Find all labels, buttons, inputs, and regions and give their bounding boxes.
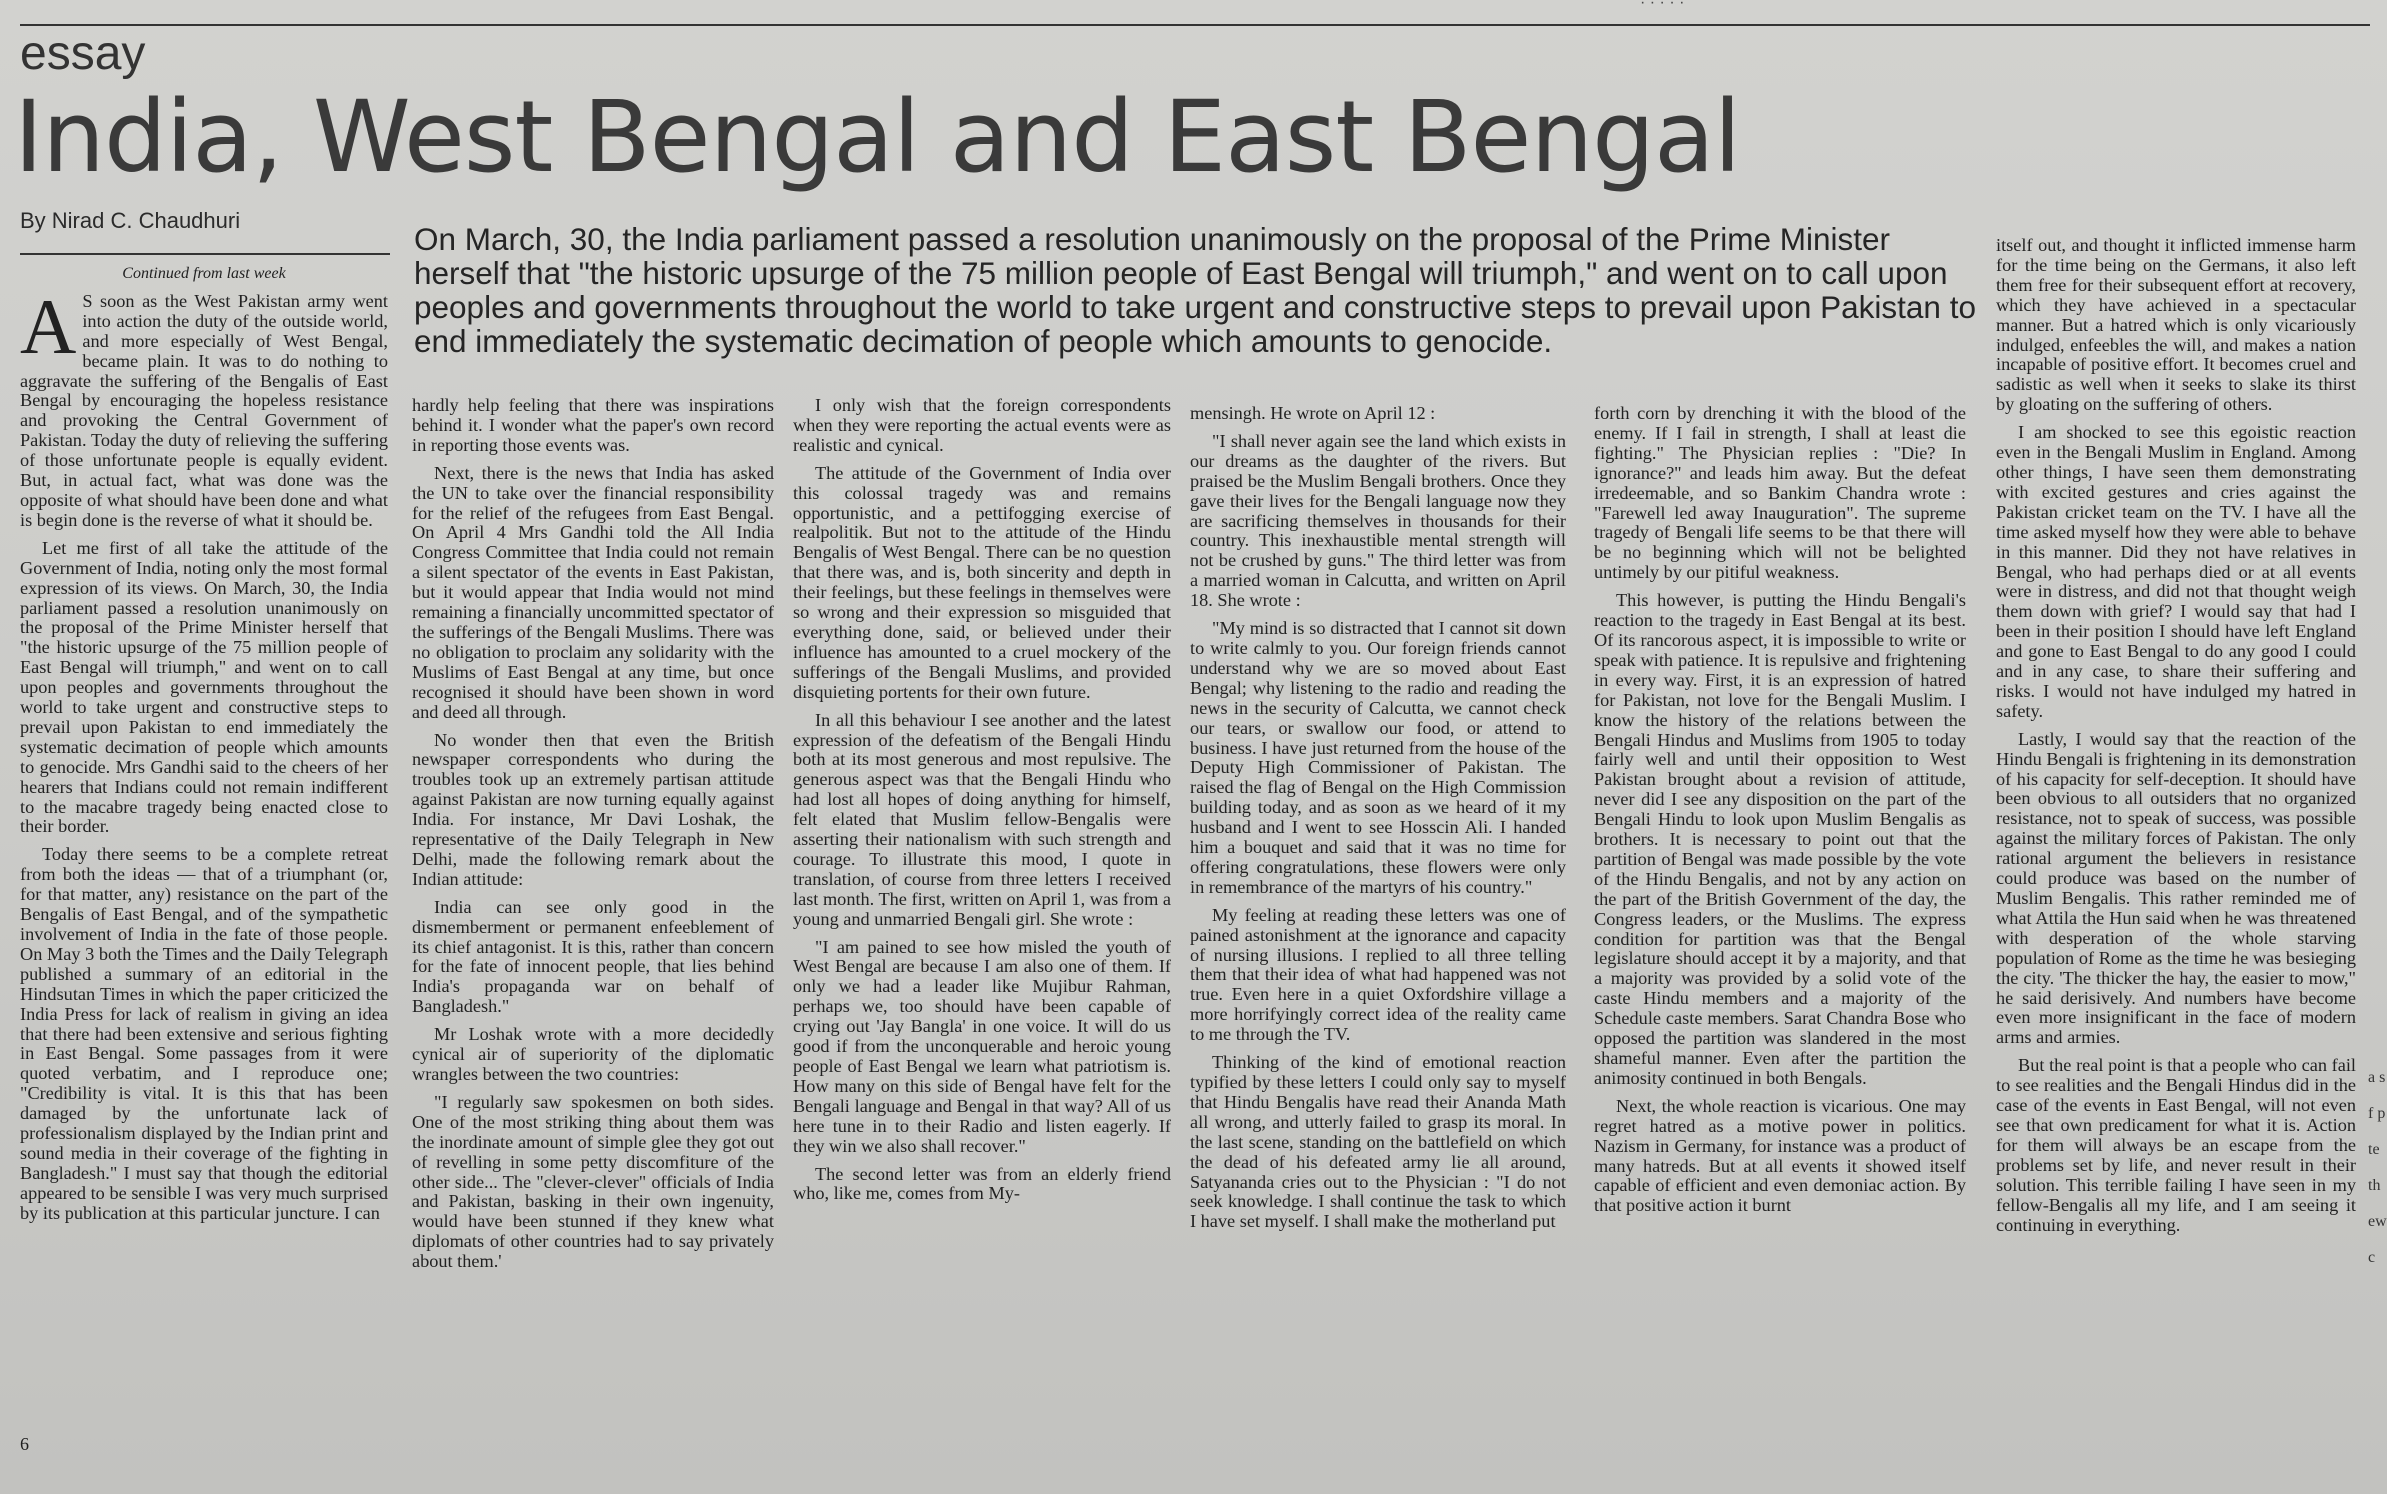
quote-paragraph: "I am pained to see how misled the youth of West Bengal are because I am also one of them. If only we had a leader like Mujibur Rahman, perhaps we, too should have been capable of crying out 'Jay Bangla' in one voice. It will do us good if from the unconquerable and heroic young people of East Bengal we learn what patriotism is. How many on this side of Bengal have felt for the Bengali language and Bengal in that way? All of us here tune in to their Radio and listen eagerly. If they win we also shall recover." [793,936,1171,1156]
standfirst: On March, 30, the India parliament passed a resolution unanimously on the proposal of the Prime Minister herself that "the historic upsurge of the 75 million people of East Bengal will triumph," and went on to call upon peoples and governments throughout the world to take urgent and constructive steps to prevail upon Pakistan to end immediately the systematic decimation of people which amounts to genocide. [414,221,1976,360]
drop-cap: A [20,282,77,370]
paragraph: The second letter was from an elderly friend who, like me, comes from My- [793,1163,1171,1204]
quote-paragraph: India can see only good in the dismemberment or permanent enfeeblement of its chief antagonist. It is this, rather than concern for the fate of innocent people, that lies behind India's propaganda war on behalf of Bangladesh." [412,896,774,1017]
paragraph: Next, the whole reaction is vicarious. One may regret hatred as a motive power in politics. Nazism in Germany, for instance was a product of many hatreds. But at all events it showed itself capable of efficient and even demoniac action. By that positive action it burnt [1594,1095,1966,1216]
section-label: essay [20,27,146,80]
quote-paragraph: "I regularly saw spokesmen on both sides. One of the most striking thing about them was the inordinate amount of simple glee they got out of revelling in some petty discomfiture of the other side... The "clever-clever" officials of India and Pakistan, basking in their own ingenuity, would have been stunned if they knew what diplomats of other countries had to say privately about them.' [412,1091,774,1272]
paragraph: My feeling at reading these letters was one of pained astonishment at the ignorance and capacity of nursing illusions. I replied to all three telling them that their idea of what had happened was not true. Even here in a quiet Oxfordshire village a more horrifyingly correct idea of the reality came to me through the TV. [1190,904,1566,1045]
column-1 [20,264,388,1444]
paragraph: Let me first of all take the attitude of the Government of India, noting only the most formal expression of its views. On March, 30, the India parliament passed a resolution unanimously on the proposal of the Prime Minister herself that "the historic upsurge of the 75 million people of East Bengal will triumph," and went on to call upon peoples and governments throughout the world to take urgent and constructive steps to prevail upon Pakistan to end immediately the systematic decimation of people which amounts to genocide. Mrs Gandhi said to the cheers of her hearers that Indians could not remain indifferent to the macabre tragedy being enacted close to their border. [20,537,388,837]
headline: India, West Bengal and East Bengal [14,80,1741,195]
byline: By Nirad C. Chaudhuri [20,208,241,233]
paragraph-text: S soon as the West Pakistan army went into action the duty of the outside world, and more especially of West Bengal, became plain. It was to do nothing to aggravate the suffering of the Bengalis of East Bengal by encouraging the hopeless resistance and provoking the Central Government of Pakistan. Today the duty of relieving the suffering of those unfortunate people is equally evident. But, in actual fact, what was done was the opposite of what should have been done and what is begin done is the reverse of what it should be. [20,290,388,530]
column-5 [1594,404,1966,1464]
paragraph: itself out, and thought it inflicted immense harm for the time being on the Germans, it also left them free for their subsequent effort at recovery, which they have achieved in a spectacular manner. But a hatred which is only vicariously indulged, enfeebles the will, and makes a nation incapable of positive effort. It becomes cruel and sadistic as well when it seeks to slake its thirst by gloating on the suffering of others. [1996,236,2356,415]
paragraph: Thinking of the kind of emotional reaction typified by these letters I could only say to myself that Hindu Bengalis have read their Ananda Math all wrong, and utterly failed to grasp its moral. In the last scene, standing on the battlefield on which the dead of his defeated army lie all around, Satyananda cries out to the Physician : "I do not seek knowledge. I shall continue the task to which I have set myself. I shall make the motherland put [1190,1052,1566,1232]
column-4 [1190,404,1566,1464]
paragraph: Lastly, I would say that the reaction of the Hindu Bengali is frightening in its demonstration of his capacity for self-deception. It should have been obvious to all outsiders that no organized resistance, not to speak of success, was possible against the military forces of Pakistan. The only rational argument the believers in resistance could produce was based on the number of Muslim Bengalis. This rather reminded me of what Attila the Hun said when he was threatened with desperation of the whole starving population of Rome as the time he was besieging the city. 'The thicker the hay, the easier to mow," he said derisively. And numbers have become even more insignificant in the face of modern arms and armies. [1996,728,2356,1048]
paragraph: In all this behaviour I see another and the latest expression of the defeatism of the Bengali Hindu both at its most generous and most repulsive. The generous aspect was that the Bengali Hindu who had lost all hopes of doing anything for himself, felt elated that Muslim fellow-Bengalis were asserting their nationalism with such strength and courage. To illustrate this mood, I quote in translation, of course from three letters I received last month. The first, written on April 1, was from a young and unmarried Bengali girl. She wrote : [793,709,1171,929]
paragraph: mensingh. He wrote on April 12 : [1190,404,1436,423]
quote-paragraph: "My mind is so distracted that I cannot sit down to write calmly to you. Our foreign friends cannot understand why we are so moved about East Bengal; why listening to the radio and reading the news in the security of Calcutta, we cannot check our tears, or swallow our food, or attend to business. I have just returned from the house of the Deputy High Commissioner of Pakistan. The raised the flag of Bengal on the High Commission building today, and as soon as we heard of it my husband and I went to see Hosscin Ali. I handed him a bouquet and said that it was no time for offering congratulations, these flowers were only in remembrance of the martyrs of his country." [1190,618,1566,897]
paragraph [20,282,388,531]
continued-kicker: Continued from last week [122,265,286,282]
page-number: 6 [20,1434,29,1454]
top-rule [20,24,2370,26]
paragraph: I am shocked to see this egoistic reaction even in the Bengali Muslim in England. Among other things, I have seen them demonstrating with excited gestures and cries against the Pakistan cricket team on the TV. I have all the time asked myself how they were able to behave in this manner. Did they not have relatives in Bengal, who had perhaps died or at all events were in distress, and did not that thought weigh them down with grief? I would say that had I been in their position I should have left England and gone to East Bengal to do any good I could and in any case, to share their suffering and risks. I would not have indulged my hatred in safety. [1996,422,2356,721]
paragraph: Mr Loshak wrote with a more decidedly cynical air of superiority of the diplomatic wrangles between the two countries: [412,1024,774,1084]
paragraph: forth corn by drenching it with the blood of the enemy. If I fail in strength, I shall at least die fighting." The Physician replies : "Die? In ignorance?" and leads him away. But the defeat irredeemable, and so Bankim Chandra wrote : "Farewell led away Inauguration". The supreme tragedy of Bengali life seems to be that there will be no beginning which will not be belighted untimely by our pitiful weakness. [1594,404,1966,583]
paragraph: This however, is putting the Hindu Bengali's reaction to the tragedy in East Bengal at its best. Of its rancorous aspect, it is impossible to write or speak with patience. It is repulsive and frightening in every way. First, it is an expression of hatred for Pakistan, not love for the Bengali Muslim. I know the history of the relations between the Bengali Hindus and Muslims from 1905 to today fairly well and until their opposition to West Pakistan brought about a revision of attitude, never did I see any disposition on the part of the Bengali Hindu to look upon Muslim Bengalis as brothers. It is necessary to point out that the partition of Bengal was made possible by the vote of the Hindu Bengalis, and not by any action on the part of the British Government of the day, the Congress leaders, or the Muslims. The express condition for partition was that the Bengal legislature should accept it by a majority, and that a majority was provided by a solid vote of the caste Hindu members and a majority of the Schedule caste members. Sarat Chandra Bose who opposed the partition was slandered in the most shameful manner. Even after the partition the animosity continued in both Bengals. [1594,590,1966,1088]
paragraph: hardly help feeling that there was inspirations behind it. I wonder what the paper's own record in reporting those events was. [412,396,774,455]
adjacent-page-edge-text: a s f p te th ew c [2368,1069,2387,1266]
byline-rule [20,253,390,255]
top-cut-text: · · · · · [1640,0,1685,11]
paragraph: Next, there is the news that India has asked the UN to take over the financial responsibility for the relief of the refugees from East Bengal. On April 4 Mrs Gandhi told the All India Congress Committee that India could not remain a silent spectator of the events in East Pakistan, but it would appear that India would not mind remaining a financially uncommitted spectator of the sufferings of the Bengali Muslims. There was no obligation to proclaim any solidarity with the Muslims of East Bengal at any time, but once recognised it should have been shown in word and deed all through. [412,462,774,722]
paragraph: But the real point is that a people who can fail to see realities and the Bengali Hindus did in the case of the events in East Bengal, will not even see that own predicament for what it is. Action for them will always be an escape from the problems set by life, and never result in their solution. This terrible failing I have seen in my fellow-Bengalis all my life, and I am seeing it continuing in everything. [1996,1055,2356,1235]
column-6 [1996,236,2356,1476]
paragraph: Today there seems to be a complete retreat from both the ideas — that of a triumphant (or, for that matter, any) resistance on the part of the Bengalis of East Bengal, and of the sympathetic involvement of India in the fate of those people. On May 3 both the Times and the Daily Telegraph published a summary of an editorial in the Hindsutan Times in which the paper criticized the India Press for lack of realism in giving an idea that there had been extensive and serious fighting in East Bengal. Some passages from it were quoted verbatim, and I reproduce one; "Credibility is vital. It is this that has been damaged by the unfortunate lack of professionalism displayed by the Indian print and sound media in their coverage of the fighting in Bangladesh." I must say that though the editorial appeared to be sensible I was very much surprised by its publication at this particular juncture. I can [20,844,388,1223]
paragraph: I only wish that the foreign correspondents when they were reporting the actual events were as realistic and cynical. [793,396,1171,455]
paragraph: No wonder then that even the British newspaper correspondents who during the troubles took up an extremely partisan attitude against Pakistan are now turning equally against India. For instance, Mr Davi Loshak, the representative of the Daily Telegraph in New Delhi, made the following remark about the Indian attitude: [412,729,774,889]
paragraph: The attitude of the Government of India over this colossal tragedy was and remains opportunistic, and a pettifogging exercise of realpolitik. But not to the attitude of the Hindu Bengalis of West Bengal. There can be no question that there was, and is, both sincerity and depth in their feelings, but these feelings in themselves were so wrong and their expression so misguided that everything done, said, or believed under their influence has amounted to a cruel mockery of the sufferings of the Bengali Muslims, and provided disquieting portents for their own future. [793,462,1171,702]
column-2 [412,396,774,1446]
quote-paragraph: "I shall never again see the land which exists in our dreams as the daughter of the rivers. But praised be the Muslim Bengali brothers. Once they gave their lives for the Bengali language now they are sacrificing themselves in thousands for their country. This inexhaustible mental strength will not be crushed by guns." The third letter was from a married woman in Calcutta, and written on April 18. She wrote : [1190,430,1566,611]
column-3 [793,396,1171,1446]
